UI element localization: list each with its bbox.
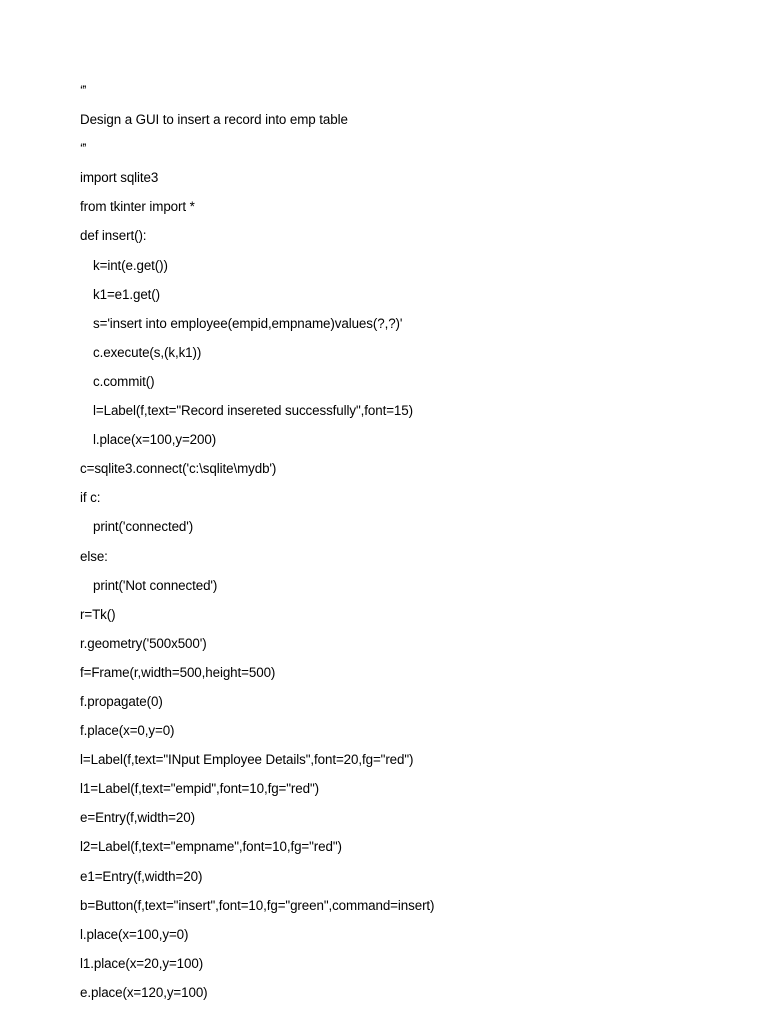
code-line: l1.place(x=20,y=100) <box>80 955 204 971</box>
code-line: e=Entry(f,width=20) <box>80 810 195 826</box>
code-line: s='insert into employee(empid,empname)values(?,?)' <box>93 315 403 331</box>
code-line: e.place(x=120,y=100) <box>80 984 208 1000</box>
code-line: l=Label(f,text="Record insereted successfully",font=15) <box>93 403 413 419</box>
code-line: l.place(x=100,y=0) <box>80 926 189 942</box>
code-line: def insert(): <box>80 228 147 244</box>
code-line: c.execute(s,(k,k1)) <box>93 344 202 360</box>
code-line: c.commit() <box>93 373 155 389</box>
code-line: print('Not connected') <box>93 577 218 593</box>
code-line: import sqlite3 <box>80 170 159 186</box>
docstring-text-line: Design a GUI to insert a record into emp table <box>80 112 348 128</box>
code-line: r=Tk() <box>80 606 116 622</box>
code-line: l2=Label(f,text="empname",font=10,fg="red") <box>80 839 342 855</box>
code-line: k1=e1.get() <box>93 286 161 302</box>
docstring-open-line: ‘’’ <box>80 83 86 98</box>
code-line: l1=Label(f,text="empid",font=10,fg="red") <box>80 781 319 797</box>
document-body <box>80 82 700 1013</box>
code-line: f=Frame(r,width=500,height=500) <box>80 664 276 680</box>
code-line: k=int(e.get()) <box>93 257 168 273</box>
code-line: l.place(x=100,y=200) <box>93 432 217 448</box>
code-line: b=Button(f,text="insert",font=10,fg="green",command=insert) <box>80 897 435 913</box>
code-line: c=sqlite3.connect('c:\sqlite\mydb') <box>80 461 277 477</box>
code-line: e1=Entry(f,width=20) <box>80 868 203 884</box>
code-line: from tkinter import * <box>80 199 195 215</box>
code-line: if c: <box>80 490 101 506</box>
code-line: f.propagate(0) <box>80 693 163 709</box>
code-line: else: <box>80 548 108 564</box>
code-line: f.place(x=0,y=0) <box>80 723 175 739</box>
docstring-close-line: ‘’’ <box>80 141 86 157</box>
code-line: r.geometry('500x500') <box>80 635 207 651</box>
code-line: print('connected') <box>93 519 194 535</box>
code-line: l=Label(f,text="INput Employee Details",font=20,fg="red") <box>80 752 414 768</box>
